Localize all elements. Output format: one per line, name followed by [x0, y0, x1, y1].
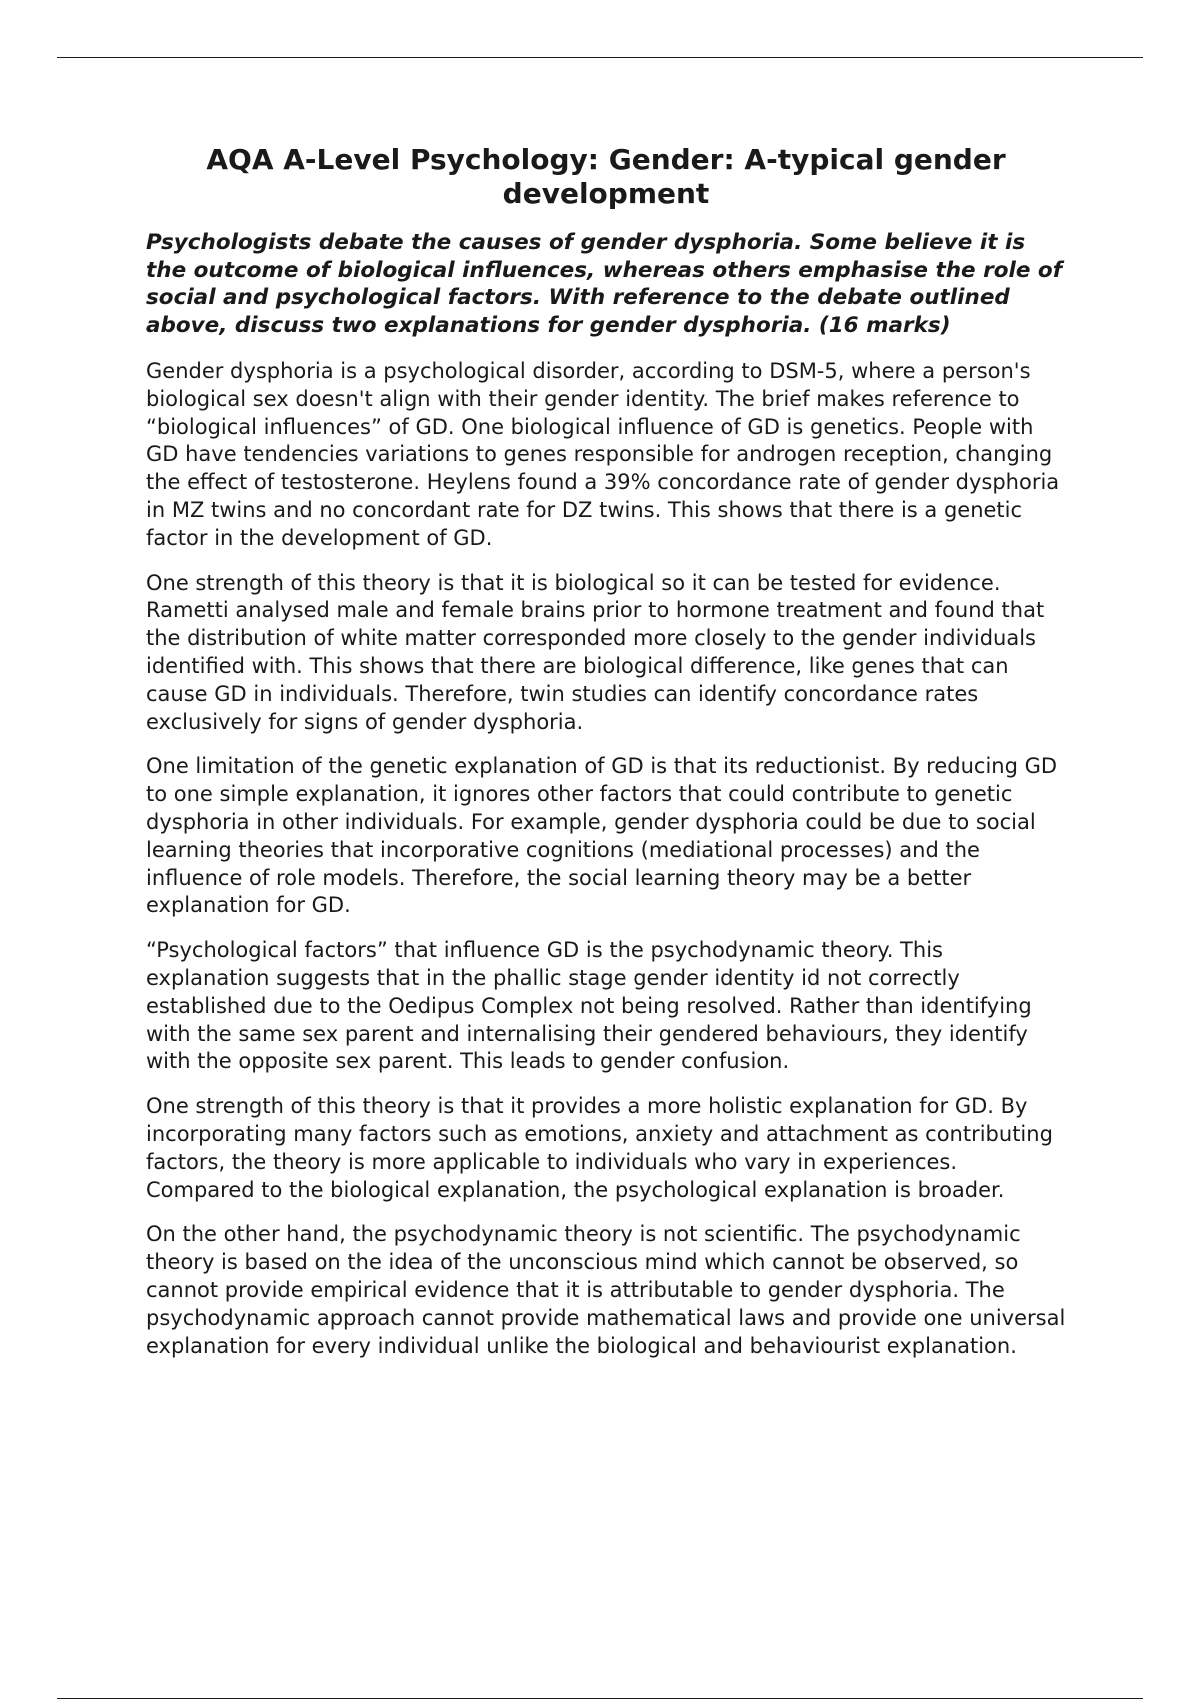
footer-rule [57, 1698, 1143, 1699]
paragraph-intro: Gender dysphoria is a psychological disorder, according to DSM-5, where a person's biological sex doesn't align with their gender identity. The brief makes reference to “biological influences” of GD. One biological influence of GD is genetics. People with GD have tendencies variations to genes responsible for androgen reception, changing the effect of testosterone. Heylens found a 39% concordance rate of gender dysphoria in MZ twins and no concordant rate for DZ twins. This shows that there is a genetic factor in the development of GD. [146, 359, 1060, 550]
paragraph-psychodynamic-strength: One strength of this theory is that it provides a more holistic explanation for GD. By incorporating many factors such as emotions, anxiety and attachment as contributing factors, the theory is more applicable to individuals who vary in experiences. Compared to the biological explanation, the psychological explanation is broader. [146, 1094, 1053, 1202]
document-body [146, 143, 1066, 1377]
document-title: AQA A-Level Psychology: Gender: A-typical gender development [206, 143, 1006, 210]
paragraph-biological-strength: One strength of this theory is that it is biological so it can be tested for evidence. Rametti analysed male and female brains prior to hormone treatment and found that the distribution of white matter corresponded more closely to the gender individuals identified with. This shows that there are biological difference, like genes that can cause GD in individuals. Therefore, twin studies can identify concordance rates exclusively for signs of gender dysphoria. [146, 570, 1045, 734]
essay-question: Psychologists debate the causes of gender dysphoria. Some believe it is the outcome of biological influences, whereas others emphasise the role of social and psychological factors. With reference to the debate outlined above, discuss two explanations for gender dysphoria. (16 marks) [146, 230, 1063, 338]
header-rule [57, 57, 1143, 58]
paragraph-psychodynamic-theory: “Psychological factors” that influence GD is the psychodynamic theory. This explanation suggests that in the phallic stage gender identity id not correctly established due to the Oedipus Complex not being resolved. Rather than identifying with the same sex parent and internalising their gendered behaviours, they identify with the opposite sex parent. This leads to gender confusion. [146, 938, 1032, 1074]
paragraph-psychodynamic-limitation: On the other hand, the psychodynamic theory is not scientific. The psychodynamic theory is based on the idea of the unconscious mind which cannot be observed, so cannot provide empirical evidence that it is attributable to gender dysphoria. The psychodynamic approach cannot provide mathematical laws and provide one universal explanation for every individual unlike the biological and behaviourist explanation. [146, 1222, 1066, 1358]
paragraph-biological-limitation: One limitation of the genetic explanation of GD is that its reductionist. By reducing GD to one simple explanation, it ignores other factors that could contribute to genetic dysphoria in other individuals. For example, gender dysphoria could be due to social learning theories that incorporative cognitions (mediational processes) and the influence of role models. Therefore, the social learning theory may be a better explanation for GD. [146, 754, 1058, 918]
